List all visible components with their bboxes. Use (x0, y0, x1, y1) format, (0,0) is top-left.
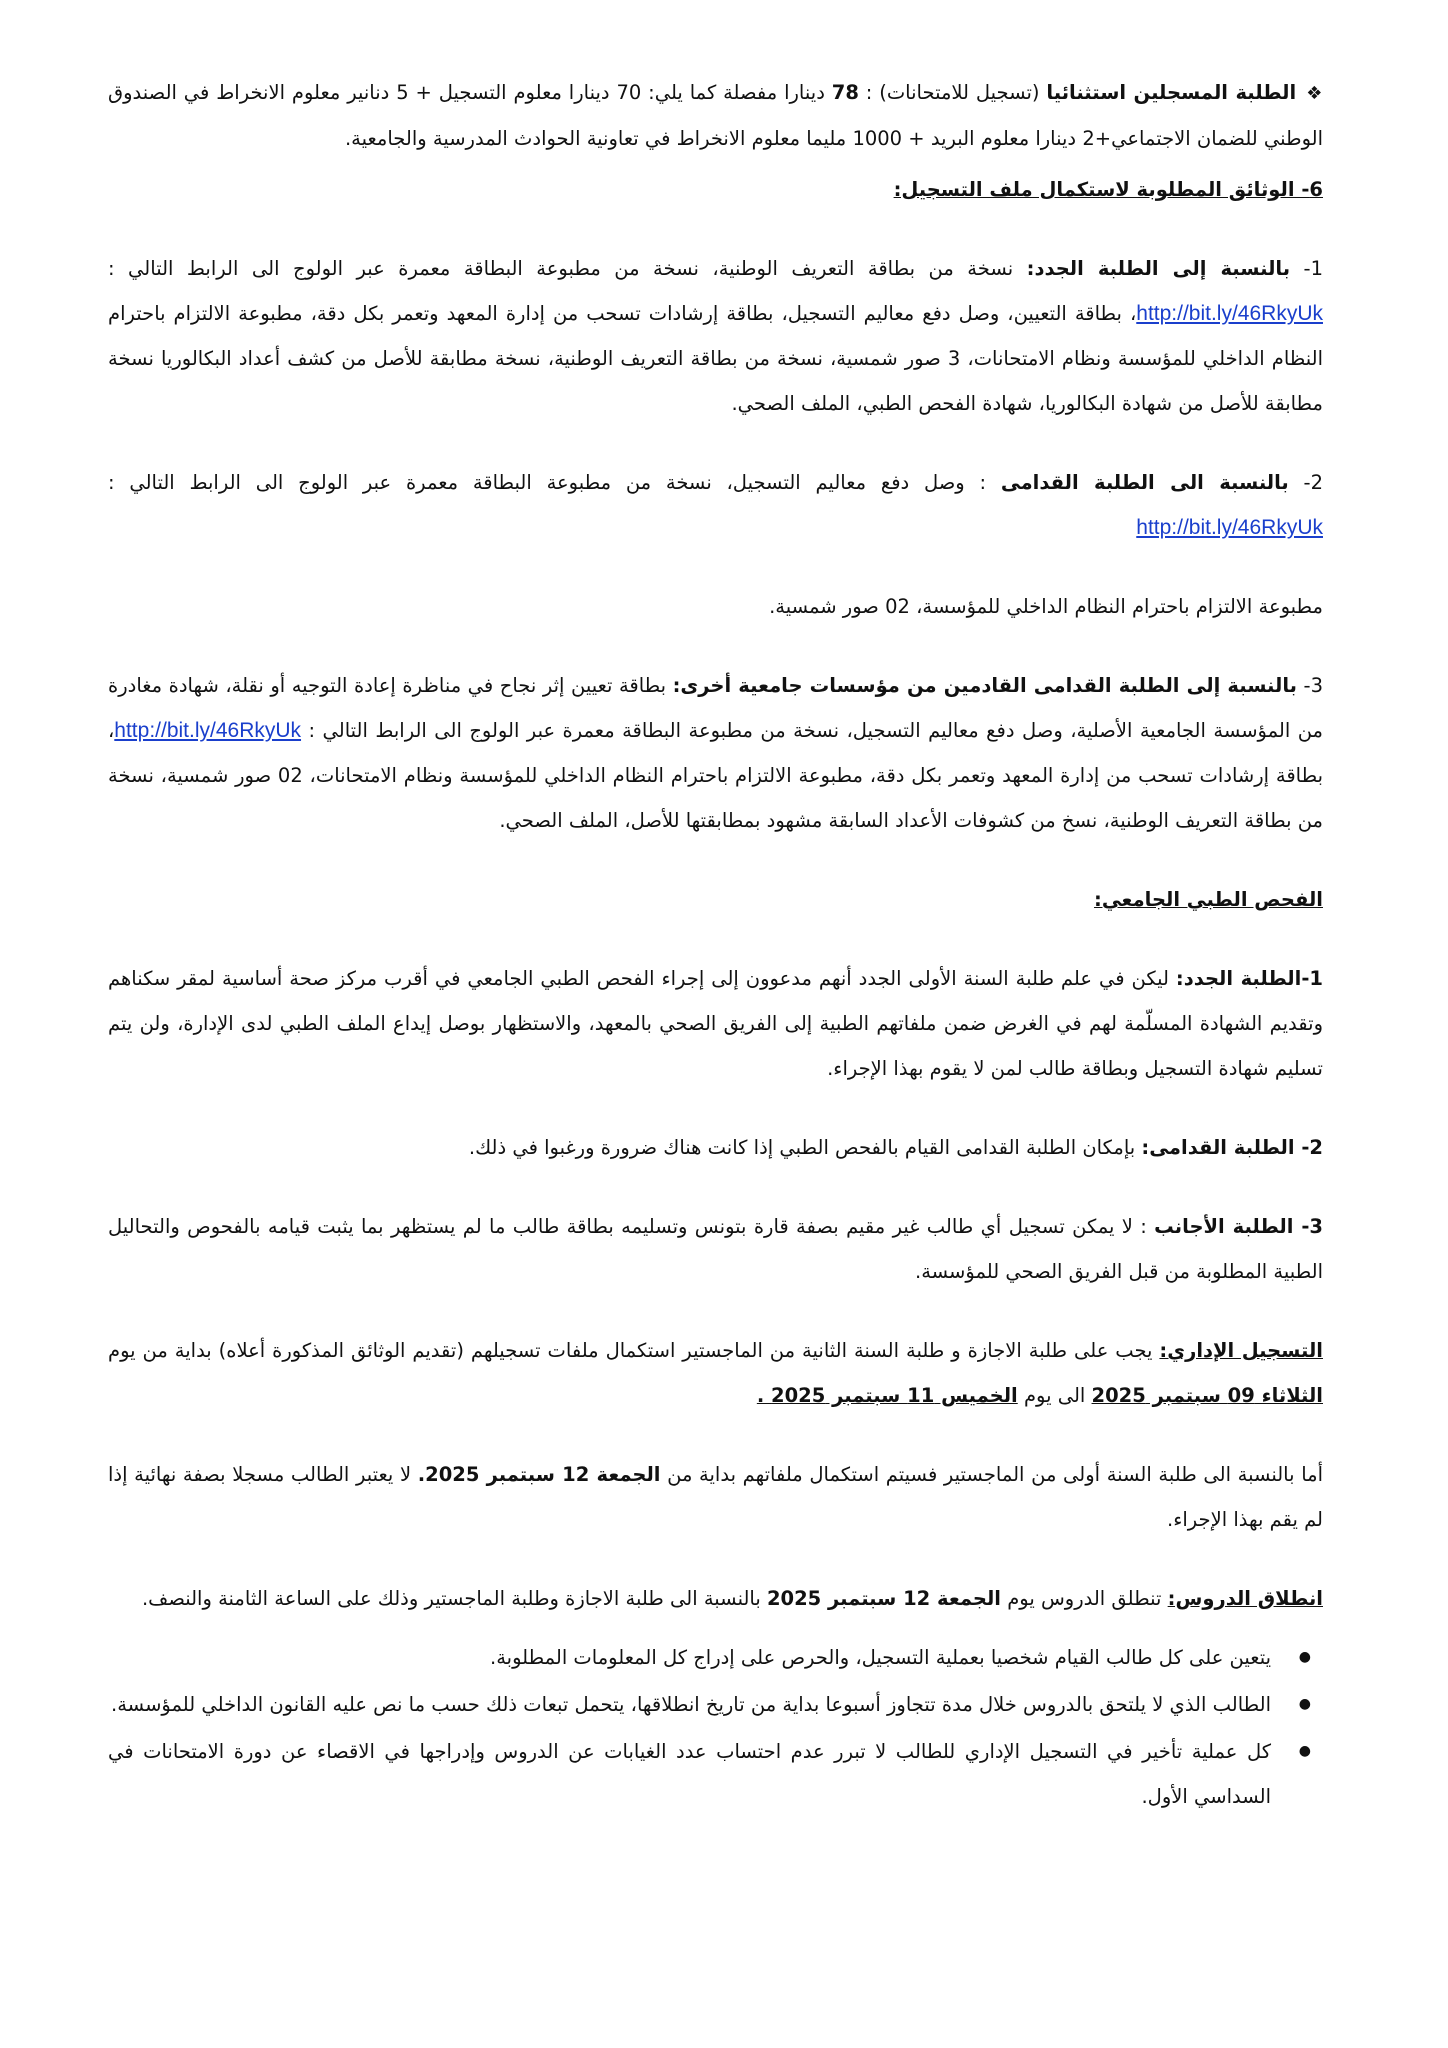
list-item (108, 1682, 1311, 1727)
courses-label: انطلاق الدروس: (1167, 1587, 1323, 1610)
fees-details: دينارا مفصلة كما يلي: 70 دينارا معلوم التسجيل + 5 دنانير معلوم الانخراط في الصندوق الوطني للضمان الاجتماعي+2 دينارا معلوم البريد + 1000 مليما معلوم الانخراط في تعاونية الحوادث المدرسية والجامعية. (108, 81, 1323, 150)
medical-foreign-paragraph (108, 1204, 1323, 1294)
fees-paren: (تسجيل للامتحانات) (879, 81, 1040, 104)
list-item (108, 1635, 1311, 1680)
medical-foreign-label: 3- الطلبة الأجانب (1154, 1215, 1323, 1238)
docs-new-label: بالنسبة إلى الطلبة الجدد: (1026, 257, 1291, 280)
medical-old-paragraph (108, 1125, 1323, 1170)
fees-amount: 78 (831, 81, 859, 104)
document-body (108, 70, 1323, 1821)
list-item (108, 1729, 1311, 1819)
fees-paragraph (108, 70, 1323, 161)
docs-old-text1: : وصل دفع معاليم التسجيل، نسخة من مطبوعة البطاقة معمرة عبر الولوج الى الرابط التالي : (108, 471, 1001, 494)
registration-link-transfer[interactable]: http://bit.ly/46RkyUk (114, 719, 302, 742)
medical-old-text: بإمكان الطلبة القدامى القيام بالفحص الطبي إذا كانت هناك ضرورة ورغبوا في ذلك. (468, 1136, 1142, 1159)
admin-mid: الى يوم (1017, 1384, 1092, 1407)
medical-new-paragraph (108, 956, 1323, 1091)
admin-text: يجب على طلبة الاجازة و طلبة السنة الثانية من الماجستير استكمال ملفات تسجيلهم (تقديم الوثائق المذكورة أعلاه) بداية من يوم (108, 1339, 1160, 1362)
docs-new-paragraph (108, 246, 1323, 426)
courses-text1: تنطلق الدروس يوم (1001, 1587, 1168, 1610)
master-date: الجمعة 12 سبتمبر 2025. (417, 1463, 661, 1486)
fees-prefix: الطلبة المسجلين استثنائيا (1046, 81, 1297, 104)
docs-new-number: 1- (1290, 257, 1323, 280)
master-text1: أما بالنسبة الى طلبة السنة أولى من الماجستير فسيتم استكمال ملفاتهم بداية من (660, 1463, 1323, 1486)
docs-old-continuation: مطبوعة الالتزام باحترام النظام الداخلي للمؤسسة، 02 صور شمسية. (769, 595, 1323, 618)
medical-heading: الفحص الطبي الجامعي: (1094, 888, 1323, 911)
diamond-bullet-icon: ❖ (1306, 83, 1323, 104)
registration-link[interactable]: http://bit.ly/46RkyUk (1136, 302, 1323, 325)
list-item-text: الطالب الذي لا يلتحق بالدروس خلال مدة تتجاوز أسبوعا بداية من تاريخ انطلاقها، يتحمل تبعات ذلك حسب ما نص عليه القانون الداخلي للمؤسسة. (111, 1693, 1271, 1716)
docs-transfer-number: 3- (1296, 674, 1323, 697)
admin-label: التسجيل الإداري: (1159, 1339, 1323, 1362)
bullet-dot-icon: ● (1298, 1696, 1311, 1712)
admin-start-date: الثلاثاء 09 سبتمبر 2025 (1091, 1384, 1323, 1407)
admin-registration-paragraph (108, 1328, 1323, 1418)
master-text2: لا يعتبر الطالب مسجلا بصفة نهائية إذا لم يقم بهذا الإجراء. (108, 1463, 1323, 1531)
bullet-dot-icon: ● (1298, 1743, 1311, 1759)
docs-old-number: 2- (1288, 471, 1323, 494)
docs-transfer-label: بالنسبة إلى الطلبة القدامى القادمين من مؤسسات جامعية أخرى: (672, 674, 1297, 697)
medical-foreign-text: : لا يمكن تسجيل أي طالب غير مقيم بصفة قارة بتونس وتسليمه بطاقة طالب ما لم يستظهر بما يثبت قيامه بالفحوص والتحاليل الطبية المطلوبة من قبل الفريق الصحي للمؤسسة. (108, 1215, 1323, 1283)
docs-transfer-text2: ، بطاقة إرشادات تسحب من إدارة المعهد وتعمر بكل دقة، مطبوعة الالتزام باحترام النظام الداخلي للمؤسسة ونظام الامتحانات، 02 صور شمسية، نسخة من بطاقة التعريف الوطنية، نسخ من كشوفات الأعداد السابقة مشهود بمطابقتها للأصل، الملف الصحي. (108, 719, 1323, 832)
bullet-dot-icon: ● (1298, 1649, 1311, 1665)
master-paragraph (108, 1452, 1323, 1542)
docs-old-label: بالنسبة الى الطلبة القدامى (1000, 471, 1289, 494)
medical-new-text: ليكن في علم طلبة السنة الأولى الجدد أنهم مدعوون إلى إجراء الفحص الطبي الجامعي في أقرب مركز صحة أساسية لمقر سكناهم وتقديم الشهادة المسلّمة لهم في الغرض ضمن ملفاتهم الطبية إلى الفريق الصحي بالمعهد، والاستظهار بوصل إيداع الملف الطبي لدى الإدارة، ولن يتم تسليم شهادة التسجيل وبطاقة طالب لمن لا يقوم بهذا الإجراء. (108, 967, 1323, 1080)
courses-paragraph (108, 1576, 1323, 1621)
rules-list (108, 1635, 1323, 1819)
docs-old-paragraph (108, 460, 1323, 550)
medical-new-label: 1-الطلبة الجدد: (1175, 967, 1323, 990)
medical-old-label: 2- الطلبة القدامى: (1141, 1136, 1323, 1159)
docs-heading: 6- الوثائق المطلوبة لاستكمال ملف التسجيل: (893, 178, 1323, 201)
list-item-text: يتعين على كل طالب القيام شخصيا بعملية التسجيل، والحرص على إدراج كل المعلومات المطلوبة. (490, 1646, 1271, 1669)
docs-transfer-text1: بطاقة تعيين إثر نجاح في مناظرة إعادة التوجيه أو نقلة، شهادة مغادرة من المؤسسة الجامعية الأصلية، وصل دفع معاليم التسجيل، نسخة من مطبوعة البطاقة معمرة عبر الولوج الى الرابط التالي : (108, 674, 1323, 742)
list-item-text: كل عملية تأخير في التسجيل الإداري للطالب لا تبرر عدم احتساب عدد الغيابات عن الدروس وإدراجها في الاقصاء عن دورة الامتحانات في السداسي الأول. (108, 1740, 1271, 1808)
admin-end-date: الخميس 11 سبتمبر 2025 . (756, 1384, 1018, 1407)
courses-date: الجمعة 12 سبتمبر 2025 (766, 1587, 1001, 1610)
docs-transfer-paragraph (108, 663, 1323, 843)
docs-new-text1: نسخة من بطاقة التعريف الوطنية، نسخة من مطبوعة البطاقة معمرة عبر الولوج الى الرابط التالي : (108, 257, 1027, 280)
courses-text2: بالنسبة الى طلبة الاجازة وطلبة الماجستير وذلك على الساعة الثامنة والنصف. (141, 1587, 767, 1610)
registration-link-old[interactable]: http://bit.ly/46RkyUk (1136, 516, 1323, 539)
fees-colon: : (858, 81, 880, 104)
docs-new-text2: ، بطاقة التعيين، وصل دفع معاليم التسجيل، بطاقة إرشادات تسحب من إدارة المعهد وتعمر بكل دقة، مطبوعة الالتزام باحترام النظام الداخلي للمؤسسة ونظام الامتحانات، 3 صور شمسية، نسخة من بطاقة التعريف الوطنية، نسخة مطابقة للأصل من كشف أعداد البكالوريا نسخة مطابقة للأصل من شهادة البكالوريا، شهادة الفحص الطبي، الملف الصحي. (108, 302, 1323, 415)
